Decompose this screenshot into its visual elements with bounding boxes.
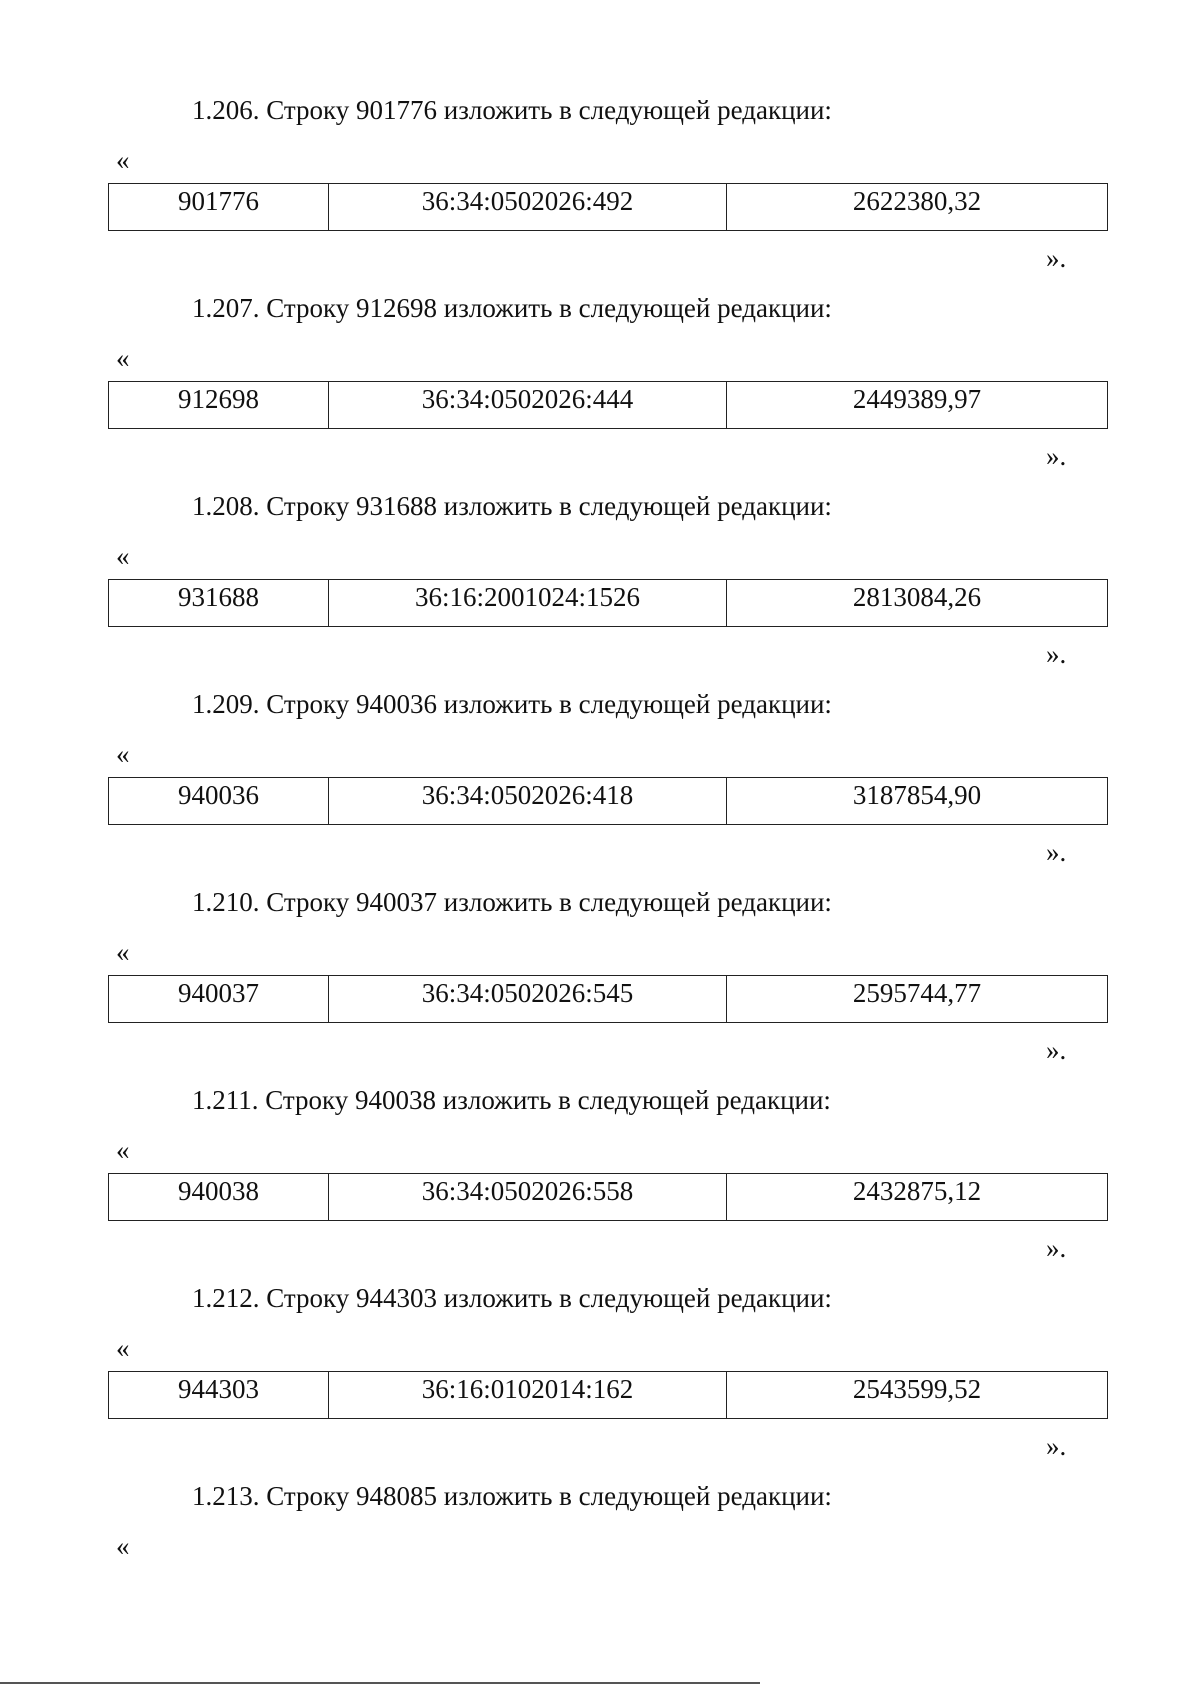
table-row	[109, 778, 1108, 825]
closing-quote: ».	[1046, 1035, 1067, 1065]
amendment-block	[0, 885, 1200, 1083]
table-row	[109, 1372, 1108, 1419]
opening-quote: «	[116, 145, 130, 175]
row-code-cell: 940036	[109, 778, 329, 825]
cadastral-number-cell: 36:34:0502026:492	[329, 184, 727, 231]
table-row	[109, 184, 1108, 231]
opening-quote: «	[116, 1135, 130, 1165]
amendment-block	[0, 687, 1200, 885]
table-row	[109, 1174, 1108, 1221]
row-code-cell: 931688	[109, 580, 329, 627]
amendment-table	[108, 777, 1108, 825]
cadastral-number-cell: 36:34:0502026:444	[329, 382, 727, 429]
value-cell: 2622380,32	[727, 184, 1108, 231]
cadastral-number-cell: 36:16:0102014:162	[329, 1372, 727, 1419]
amendment-heading: 1.209. Строку 940036 изложить в следующей редакции:	[192, 689, 832, 719]
cadastral-number-cell: 36:16:2001024:1526	[329, 580, 727, 627]
amendment-heading: 1.207. Строку 912698 изложить в следующей редакции:	[192, 293, 832, 323]
amendment-table	[108, 183, 1108, 231]
value-cell: 2432875,12	[727, 1174, 1108, 1221]
opening-quote: «	[116, 739, 130, 769]
closing-quote: ».	[1046, 243, 1067, 273]
opening-quote: «	[116, 937, 130, 967]
amendment-block	[0, 489, 1200, 687]
amendment-heading: 1.211. Строку 940038 изложить в следующей редакции:	[192, 1085, 831, 1115]
row-code-cell: 944303	[109, 1372, 329, 1419]
amendment-heading: 1.213. Строку 948085 изложить в следующей редакции:	[192, 1481, 832, 1511]
closing-quote: ».	[1046, 639, 1067, 669]
amendment-heading: 1.212. Строку 944303 изложить в следующей редакции:	[192, 1283, 832, 1313]
amendment-heading: 1.206. Строку 901776 изложить в следующей редакции:	[192, 95, 832, 125]
closing-quote: ».	[1046, 1431, 1067, 1461]
table-row	[109, 976, 1108, 1023]
row-code-cell: 940037	[109, 976, 329, 1023]
page-bottom-rule	[0, 1682, 760, 1684]
opening-quote: «	[116, 1531, 130, 1561]
amendment-table	[108, 1371, 1108, 1419]
value-cell: 2449389,97	[727, 382, 1108, 429]
amendment-table	[108, 975, 1108, 1023]
row-code-cell: 901776	[109, 184, 329, 231]
amendment-table	[108, 579, 1108, 627]
table-row	[109, 580, 1108, 627]
opening-quote: «	[116, 541, 130, 571]
amendment-table	[108, 381, 1108, 429]
amendment-heading: 1.210. Строку 940037 изложить в следующей редакции:	[192, 887, 832, 917]
amendment-block	[0, 1281, 1200, 1479]
value-cell: 2595744,77	[727, 976, 1108, 1023]
table-row	[109, 382, 1108, 429]
opening-quote: «	[116, 343, 130, 373]
value-cell: 3187854,90	[727, 778, 1108, 825]
amendment-block	[0, 93, 1200, 291]
closing-quote: ».	[1046, 441, 1067, 471]
amendment-block	[0, 1479, 1200, 1677]
closing-quote: ».	[1046, 1233, 1067, 1263]
closing-quote: ».	[1046, 837, 1067, 867]
amendment-heading: 1.208. Строку 931688 изложить в следующей редакции:	[192, 491, 832, 521]
row-code-cell: 940038	[109, 1174, 329, 1221]
value-cell: 2543599,52	[727, 1372, 1108, 1419]
amendment-block	[0, 1083, 1200, 1281]
opening-quote: «	[116, 1333, 130, 1363]
amendment-block	[0, 291, 1200, 489]
cadastral-number-cell: 36:34:0502026:558	[329, 1174, 727, 1221]
cadastral-number-cell: 36:34:0502026:418	[329, 778, 727, 825]
amendment-table	[108, 1173, 1108, 1221]
row-code-cell: 912698	[109, 382, 329, 429]
cadastral-number-cell: 36:34:0502026:545	[329, 976, 727, 1023]
value-cell: 2813084,26	[727, 580, 1108, 627]
